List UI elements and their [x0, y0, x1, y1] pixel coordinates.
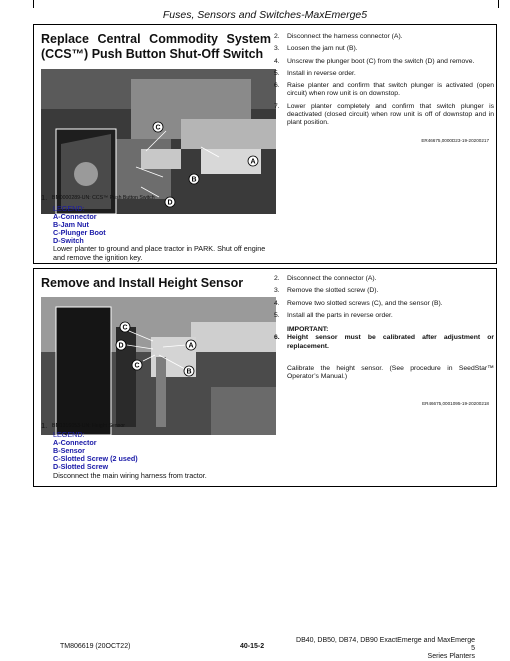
section-height-sensor: [33, 268, 497, 487]
step-item: 2. Disconnect the harness connector (A).: [274, 33, 403, 40]
svg-text:C: C: [134, 362, 140, 370]
svg-text:A: A: [250, 158, 256, 166]
figure-number: 1.: [41, 193, 48, 202]
document-reference: ER46675,0001095-19-20200218: [422, 401, 489, 406]
callout-b: [189, 174, 199, 184]
legend-item: C-Slotted Screw (2 used): [53, 454, 138, 463]
callout-c: [132, 360, 142, 370]
step-1-text: Lower planter to ground and place tractor in PARK. Shut off engine and remove the ignition key.: [53, 244, 266, 262]
footer-page-number: 40-15-2: [240, 643, 265, 650]
callout-a: [186, 340, 196, 350]
important-step: 6. Height sensor must be calibrated after adjustment or replacement.: [274, 334, 494, 350]
legend-item: D-Slotted Screw: [53, 462, 109, 471]
important-label: IMPORTANT:: [287, 326, 329, 334]
legend-item: D-Switch: [53, 236, 84, 245]
footer-tm-number: TM806619 (20OCT22): [60, 643, 131, 650]
callout-b: [184, 366, 194, 376]
legend: [53, 205, 106, 245]
step-item: 2. Disconnect the connector (A).: [274, 275, 377, 282]
document-reference: ER46675,0000D23-19-20200217: [421, 138, 489, 143]
steps-list: [274, 33, 494, 132]
figure-caption: BM0000289-UN: CCS™ Push Button Switch: [52, 195, 155, 201]
svg-text:B: B: [191, 176, 197, 184]
step-item: 7. Lower planter completely and confirm that switch plunger is deactivated (closed circuit) when row unit is off of downstop and in plant position.: [274, 102, 494, 127]
legend-heading: LEGEND:: [53, 430, 85, 439]
svg-text:D: D: [118, 342, 124, 350]
legend-item: C-Plunger Boot: [53, 228, 106, 237]
legend-item: A-Connector: [53, 212, 97, 221]
callout-a: [248, 156, 258, 166]
step-1-text: Disconnect the main wiring harness from tractor.: [53, 471, 207, 480]
height-sensor-photo: [41, 297, 276, 435]
step-item: 4. Unscrew the plunger boot (C) from the switch (D) and remove.: [274, 57, 475, 65]
footer-title: DB40, DB50, DB74, DB90 ExactEmerge and MaxEmerge 5 Series Planters: [296, 637, 475, 660]
page-header: Fuses, Sensors and Switches-MaxEmerge5: [33, 8, 497, 25]
svg-text:A: A: [188, 342, 194, 350]
step-item: 4. Remove two slotted screws (C), and the sensor (B).: [274, 299, 443, 307]
figure-number: 1.: [41, 421, 48, 430]
legend-heading: LEGEND:: [53, 204, 85, 213]
figure-caption: BM1316053-UN: Height Sensor: [52, 423, 125, 429]
callout-c: [153, 122, 163, 132]
header-frame: [33, 0, 499, 8]
step-item: 3. Loosen the jam nut (B).: [274, 45, 358, 53]
callout-c: [120, 322, 130, 332]
legend: [53, 431, 138, 471]
callout-d: [116, 340, 126, 350]
svg-text:B: B: [186, 368, 192, 376]
step-item: 6. Raise planter and confirm that switch plunger is activated (open circuit) when row unit is on downstop.: [274, 82, 494, 98]
legend-item: B-Sensor: [53, 446, 85, 455]
legend-item: A-Connector: [53, 438, 97, 447]
svg-text:C: C: [122, 324, 128, 332]
step-item: 3. Remove the slotted screw (D).: [274, 287, 379, 295]
ccs-switch-photo: [41, 69, 276, 214]
step-item: 5. Install in reverse order.: [274, 69, 356, 77]
step-item: 5. Install all the parts in reverse order.: [274, 311, 393, 319]
svg-text:C: C: [155, 124, 161, 132]
steps-list: [274, 275, 494, 386]
svg-text:D: D: [167, 199, 173, 207]
section-title: Replace Central Commodity System (CCS™) Push Button Shut-Off Switch: [41, 32, 271, 61]
legend-item: B-Jam Nut: [53, 220, 89, 229]
calibrate-note: Calibrate the height sensor. (See procedure in SeedStar™ Operator’s Manual.): [287, 365, 494, 381]
callout-d: [165, 197, 175, 207]
section-title: Remove and Install Height Sensor: [41, 276, 244, 290]
section-ccs-switch: [33, 24, 497, 264]
